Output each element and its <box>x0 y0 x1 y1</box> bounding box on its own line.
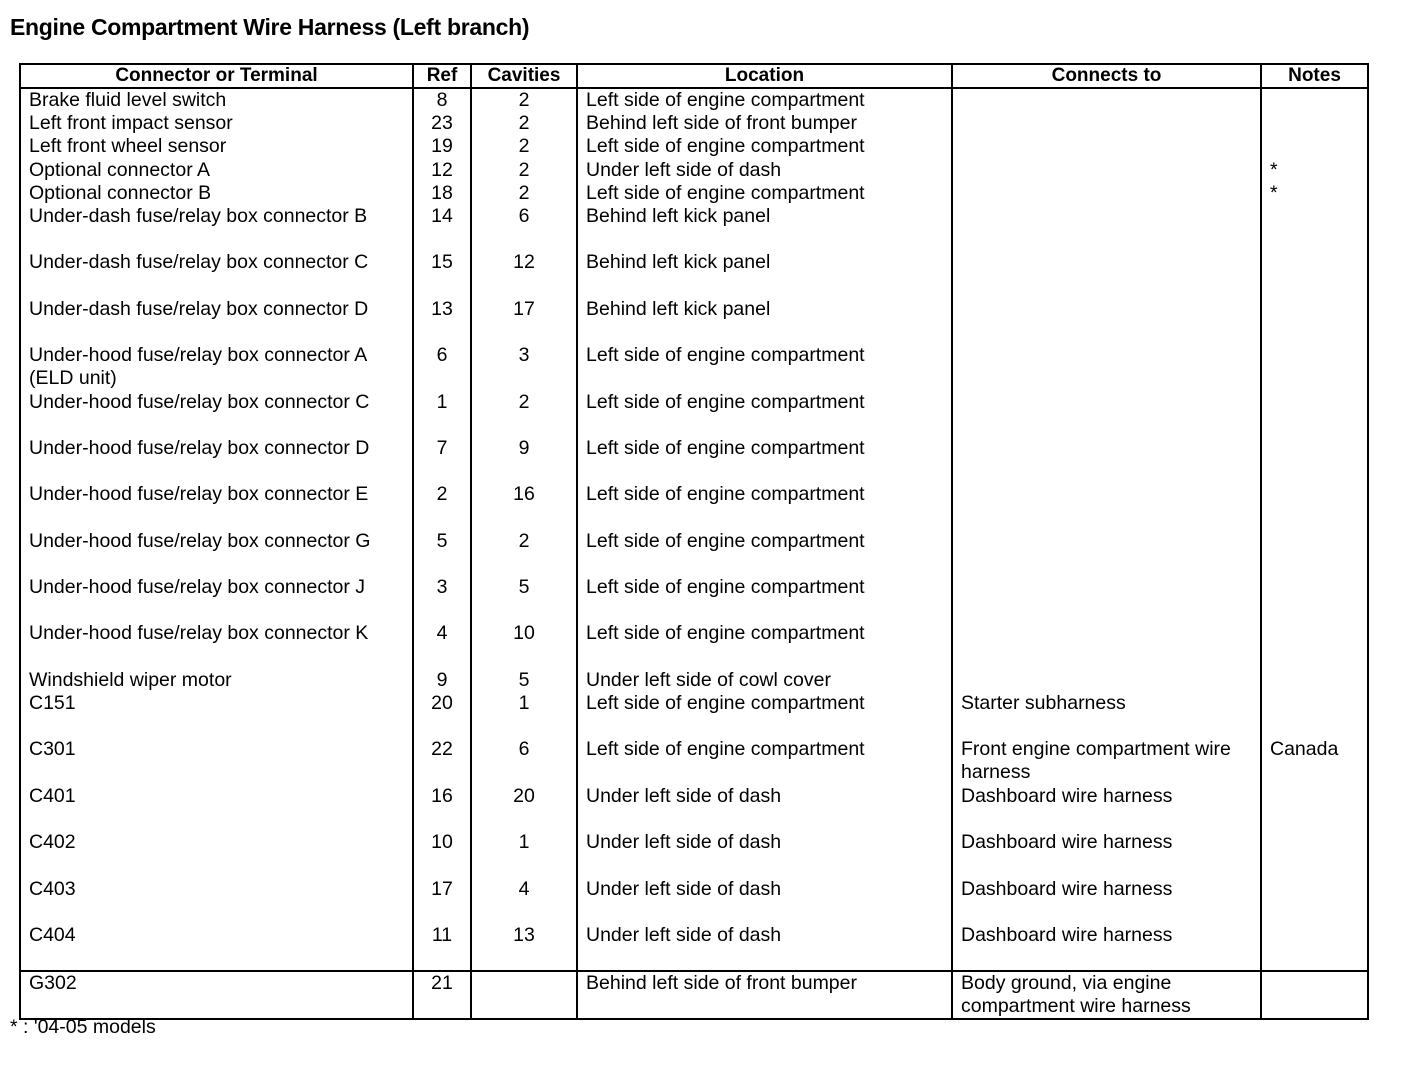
table-row <box>20 251 1368 297</box>
table-row <box>20 692 1368 738</box>
cell-notes <box>1261 785 1368 831</box>
cell-ref: 11 <box>413 924 471 971</box>
cell-location: Left side of engine compartment <box>577 88 952 112</box>
cell-notes <box>1261 391 1368 437</box>
cell-cavities: 2 <box>471 391 577 437</box>
cell-notes: * <box>1261 159 1368 182</box>
cell-location: Left side of engine compartment <box>577 576 952 622</box>
cell-connector: Under-hood fuse/relay box connector K <box>20 622 413 668</box>
cell-cavities: 1 <box>471 831 577 877</box>
cell-notes <box>1261 344 1368 390</box>
cell-connects-to: Dashboard wire harness <box>952 878 1261 924</box>
table-row <box>20 182 1368 205</box>
table-row <box>20 622 1368 668</box>
cell-cavities: 2 <box>471 112 577 135</box>
cell-connector: Under-hood fuse/relay box connector E <box>20 483 413 529</box>
cell-notes <box>1261 135 1368 158</box>
table-row <box>20 298 1368 344</box>
cell-connects-to <box>952 88 1261 112</box>
cell-notes: Canada <box>1261 738 1368 784</box>
table-row <box>20 831 1368 877</box>
cell-notes <box>1261 924 1368 971</box>
cell-ref: 3 <box>413 576 471 622</box>
cell-connector: Under-hood fuse/relay box connector C <box>20 391 413 437</box>
cell-connects-to: Dashboard wire harness <box>952 831 1261 877</box>
cell-cavities: 2 <box>471 135 577 158</box>
cell-notes <box>1261 576 1368 622</box>
table-row <box>20 344 1368 390</box>
cell-notes <box>1261 669 1368 692</box>
cell-connector: G302 <box>20 971 413 1019</box>
cell-location: Behind left side of front bumper <box>577 112 952 135</box>
cell-notes: * <box>1261 182 1368 205</box>
cell-location: Left side of engine compartment <box>577 437 952 483</box>
cell-ref: 22 <box>413 738 471 784</box>
cell-notes <box>1261 483 1368 529</box>
table-row <box>20 738 1368 784</box>
cell-cavities: 13 <box>471 924 577 971</box>
table-row <box>20 669 1368 692</box>
cell-notes <box>1261 88 1368 112</box>
cell-connects-to: Body ground, via engine compartment wire harness <box>952 971 1261 1019</box>
col-header-notes: Notes <box>1261 64 1368 88</box>
cell-notes <box>1261 831 1368 877</box>
cell-connector: Under-hood fuse/relay box connector J <box>20 576 413 622</box>
cell-connects-to: Front engine compartment wire harness <box>952 738 1261 784</box>
col-header-location: Location <box>577 64 952 88</box>
cell-ref: 13 <box>413 298 471 344</box>
cell-connector: Optional connector B <box>20 182 413 205</box>
cell-ref: 23 <box>413 112 471 135</box>
col-header-ref: Ref <box>413 64 471 88</box>
cell-connects-to <box>952 622 1261 668</box>
cell-location: Behind left side of front bumper <box>577 971 952 1019</box>
cell-connector: Optional connector A <box>20 159 413 182</box>
col-header-connects-to: Connects to <box>952 64 1261 88</box>
cell-cavities: 9 <box>471 437 577 483</box>
cell-notes <box>1261 878 1368 924</box>
table-row <box>20 391 1368 437</box>
cell-connects-to: Dashboard wire harness <box>952 924 1261 971</box>
table-row <box>20 971 1368 1019</box>
page-title: Engine Compartment Wire Harness (Left branch) <box>10 14 530 40</box>
footnote: * : '04-05 models <box>10 1016 156 1038</box>
cell-connects-to <box>952 205 1261 251</box>
cell-notes <box>1261 622 1368 668</box>
cell-connects-to <box>952 669 1261 692</box>
cell-location: Under left side of cowl cover <box>577 669 952 692</box>
table-row <box>20 112 1368 135</box>
cell-cavities: 6 <box>471 205 577 251</box>
cell-location: Behind left kick panel <box>577 298 952 344</box>
cell-connector: C404 <box>20 924 413 971</box>
cell-ref: 8 <box>413 88 471 112</box>
table-row <box>20 576 1368 622</box>
cell-connects-to <box>952 391 1261 437</box>
cell-ref: 6 <box>413 344 471 390</box>
table-row <box>20 924 1368 971</box>
cell-ref: 12 <box>413 159 471 182</box>
cell-ref: 20 <box>413 692 471 738</box>
cell-notes <box>1261 530 1368 576</box>
table-row <box>20 437 1368 483</box>
cell-connects-to <box>952 437 1261 483</box>
cell-connector: C402 <box>20 831 413 877</box>
cell-ref: 21 <box>413 971 471 1019</box>
cell-cavities: 2 <box>471 159 577 182</box>
cell-notes <box>1261 112 1368 135</box>
cell-connector: Left front wheel sensor <box>20 135 413 158</box>
cell-cavities: 1 <box>471 692 577 738</box>
cell-cavities: 3 <box>471 344 577 390</box>
cell-connector: C151 <box>20 692 413 738</box>
cell-ref: 18 <box>413 182 471 205</box>
cell-connector: Under-dash fuse/relay box connector B <box>20 205 413 251</box>
cell-ref: 2 <box>413 483 471 529</box>
cell-connector: Left front impact sensor <box>20 112 413 135</box>
cell-cavities: 2 <box>471 530 577 576</box>
cell-location: Left side of engine compartment <box>577 692 952 738</box>
cell-notes <box>1261 437 1368 483</box>
cell-ref: 14 <box>413 205 471 251</box>
cell-connects-to <box>952 298 1261 344</box>
header-row <box>20 64 1368 88</box>
table-row <box>20 205 1368 251</box>
cell-cavities: 10 <box>471 622 577 668</box>
cell-location: Left side of engine compartment <box>577 622 952 668</box>
cell-ref: 10 <box>413 831 471 877</box>
cell-cavities: 20 <box>471 785 577 831</box>
cell-cavities: 2 <box>471 182 577 205</box>
cell-notes <box>1261 971 1368 1019</box>
cell-location: Left side of engine compartment <box>577 135 952 158</box>
table-row <box>20 530 1368 576</box>
cell-location: Left side of engine compartment <box>577 483 952 529</box>
cell-location: Under left side of dash <box>577 785 952 831</box>
col-header-cavities: Cavities <box>471 64 577 88</box>
cell-connector: C403 <box>20 878 413 924</box>
cell-cavities: 5 <box>471 576 577 622</box>
cell-ref: 15 <box>413 251 471 297</box>
cell-ref: 16 <box>413 785 471 831</box>
cell-connects-to <box>952 112 1261 135</box>
cell-connects-to <box>952 182 1261 205</box>
cell-notes <box>1261 251 1368 297</box>
cell-connects-to <box>952 251 1261 297</box>
cell-connects-to <box>952 483 1261 529</box>
cell-connector: Brake fluid level switch <box>20 88 413 112</box>
cell-ref: 9 <box>413 669 471 692</box>
table-row <box>20 159 1368 182</box>
harness-table <box>19 63 1369 1020</box>
cell-connector: Under-hood fuse/relay box connector G <box>20 530 413 576</box>
cell-connector: Under-dash fuse/relay box connector C <box>20 251 413 297</box>
table-row <box>20 785 1368 831</box>
cell-connector: Windshield wiper motor <box>20 669 413 692</box>
cell-location: Under left side of dash <box>577 159 952 182</box>
cell-connector: C401 <box>20 785 413 831</box>
cell-connects-to: Dashboard wire harness <box>952 785 1261 831</box>
cell-connector: Under-hood fuse/relay box connector A (ELD unit) <box>20 344 413 390</box>
cell-location: Under left side of dash <box>577 831 952 877</box>
col-header-connector: Connector or Terminal <box>20 64 413 88</box>
table-row <box>20 878 1368 924</box>
cell-connects-to <box>952 135 1261 158</box>
cell-cavities: 6 <box>471 738 577 784</box>
cell-connects-to: Starter subharness <box>952 692 1261 738</box>
cell-connector: Under-hood fuse/relay box connector D <box>20 437 413 483</box>
cell-location: Left side of engine compartment <box>577 738 952 784</box>
cell-cavities <box>471 971 577 1019</box>
cell-cavities: 12 <box>471 251 577 297</box>
cell-cavities: 5 <box>471 669 577 692</box>
cell-ref: 19 <box>413 135 471 158</box>
cell-notes <box>1261 205 1368 251</box>
cell-connects-to <box>952 344 1261 390</box>
cell-location: Behind left kick panel <box>577 205 952 251</box>
cell-location: Under left side of dash <box>577 924 952 971</box>
cell-cavities: 17 <box>471 298 577 344</box>
table-row <box>20 88 1368 112</box>
cell-location: Left side of engine compartment <box>577 530 952 576</box>
cell-notes <box>1261 298 1368 344</box>
cell-ref: 1 <box>413 391 471 437</box>
cell-connects-to <box>952 530 1261 576</box>
cell-cavities: 4 <box>471 878 577 924</box>
cell-ref: 17 <box>413 878 471 924</box>
cell-location: Left side of engine compartment <box>577 344 952 390</box>
cell-cavities: 16 <box>471 483 577 529</box>
cell-ref: 5 <box>413 530 471 576</box>
cell-location: Behind left kick panel <box>577 251 952 297</box>
cell-ref: 4 <box>413 622 471 668</box>
cell-location: Left side of engine compartment <box>577 182 952 205</box>
cell-connector: C301 <box>20 738 413 784</box>
table-body <box>20 88 1368 1019</box>
cell-ref: 7 <box>413 437 471 483</box>
cell-location: Under left side of dash <box>577 878 952 924</box>
cell-connector: Under-dash fuse/relay box connector D <box>20 298 413 344</box>
table-row <box>20 483 1368 529</box>
cell-connects-to <box>952 576 1261 622</box>
table-row <box>20 135 1368 158</box>
cell-connects-to <box>952 159 1261 182</box>
cell-cavities: 2 <box>471 88 577 112</box>
cell-location: Left side of engine compartment <box>577 391 952 437</box>
cell-notes <box>1261 692 1368 738</box>
